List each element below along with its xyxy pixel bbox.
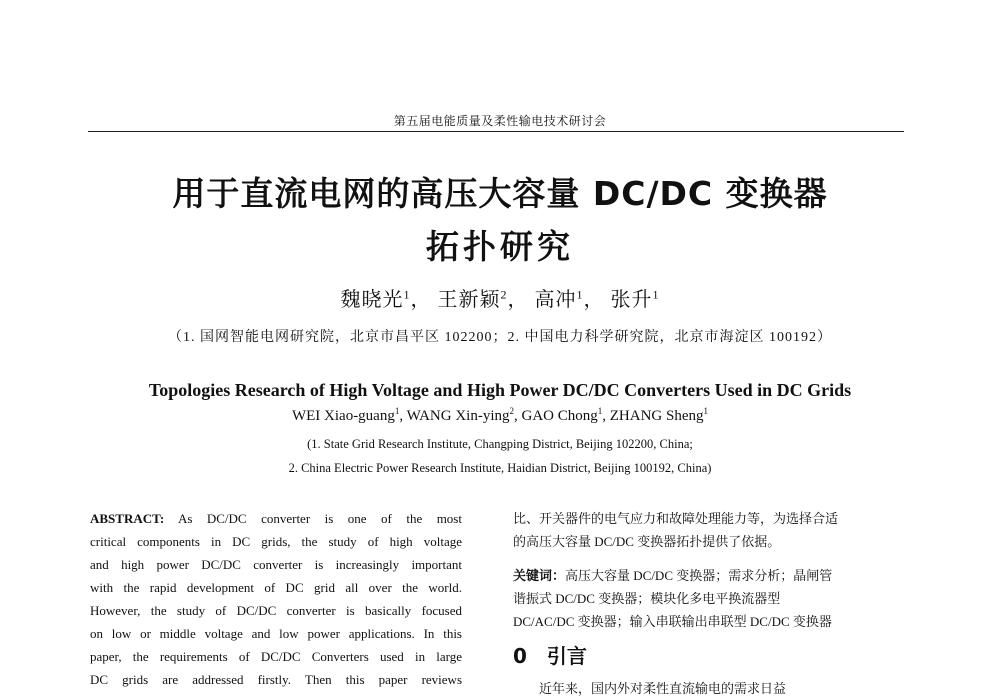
author-en: GAO Chong	[521, 408, 598, 424]
author-cn: 高冲	[534, 289, 577, 311]
author-en-sup: 1	[703, 406, 709, 416]
affiliation-cn: （1. 国网智能电网研究院，北京市昌平区 102200；2. 中国电力科学研究院，北京市海淀区 100192）	[168, 330, 832, 345]
author-cn-sup: 1	[652, 287, 660, 302]
author-cn: 魏晓光	[340, 289, 404, 311]
abstract-cn-line: 比、开关器件的电气应力和故障处理能力等，为选择合适	[513, 511, 839, 526]
author-en: WANG Xin-ying	[406, 408, 510, 424]
conference-header: 第五届电能质量及柔性输电技术研讨会	[393, 114, 607, 128]
authors-cn: 魏晓光$^1$， 王新颖$^2$， 高冲$^1$， 张升$^1$	[340, 287, 660, 311]
author-cn-sup: 1	[576, 287, 584, 302]
abstract-line: DC grids are addressed firstly. Then this paper reviews	[90, 672, 462, 687]
right-column	[513, 507, 885, 700]
abstract-cn-line: 的高压大容量 DC/DC 变换器拓扑提供了依据。	[513, 534, 781, 549]
abstract-line: on low or middle voltage and low power applications. In this	[90, 626, 462, 641]
abstract-label: ABSTRACT:	[90, 511, 165, 526]
author-cn-sup: 1	[403, 287, 411, 302]
keywords-line: 谐振式 DC/DC 变换器；模块化多电平换流器型	[513, 591, 781, 606]
author-en-sup: 1	[597, 406, 603, 416]
title-en: Topologies Research of High Voltage and High Power DC/DC Converters Used in DC Grids	[148, 380, 852, 400]
abstract-line: ABSTRACT: As DC/DC converter is one of the most	[90, 511, 462, 526]
abstract-line: with the rapid development of DC grid all over the world.	[90, 580, 462, 595]
abstract-line: paper, the requirements of DC/DC Converters used in large	[90, 649, 462, 664]
abstract-en	[90, 507, 462, 691]
keywords-line: 高压大容量 DC/DC 变换器；需求分析；晶闸管	[565, 568, 833, 583]
section-heading	[513, 643, 885, 669]
authors-en: WEI Xiao-guang$^1$, WANG Xin-ying$^2$, GAO Chong$^1$, ZHANG Sheng$^1$	[291, 406, 709, 424]
abstract-line: and high power DC/DC converter is increasingly important	[90, 557, 462, 572]
title-cn-line1: 用于直流电网的高压大容量 DC/DC 变换器	[172, 174, 828, 213]
abstract-line: However, the study of DC/DC converter is basically focused	[90, 603, 462, 618]
keywords-line: DC/AC/DC 变换器；输入串联输出串联型 DC/DC 变换器	[513, 614, 832, 629]
author-cn: 张升	[610, 289, 653, 311]
section-title: 引言	[546, 644, 587, 668]
author-en-sup: 1	[394, 406, 400, 416]
intro-line: 近年来，国内外对柔性直流输电的需求日益	[539, 681, 787, 696]
section-number: 0	[513, 644, 527, 668]
author-cn-sup: 2	[500, 287, 508, 302]
affiliation-en-line2: 2. China Electric Power Research Institute, Haidian District, Beijing 100192, China)	[288, 461, 712, 475]
keywords	[513, 564, 885, 633]
title-cn-line2: 拓扑研究	[426, 227, 574, 266]
header-rule	[88, 131, 904, 132]
author-en-sup: 2	[509, 406, 514, 416]
author-en: WEI Xiao-guang	[291, 408, 395, 424]
author-cn: 王新颖	[437, 289, 501, 311]
keywords-label: 关键词：	[513, 568, 566, 583]
abstract-line: critical components in DC grids, the study of high voltage	[90, 534, 462, 549]
author-en: ZHANG Sheng	[609, 408, 704, 424]
affiliation-en-line1: (1. State Grid Research Institute, Changping District, Beijing 102200, China;	[307, 437, 693, 451]
